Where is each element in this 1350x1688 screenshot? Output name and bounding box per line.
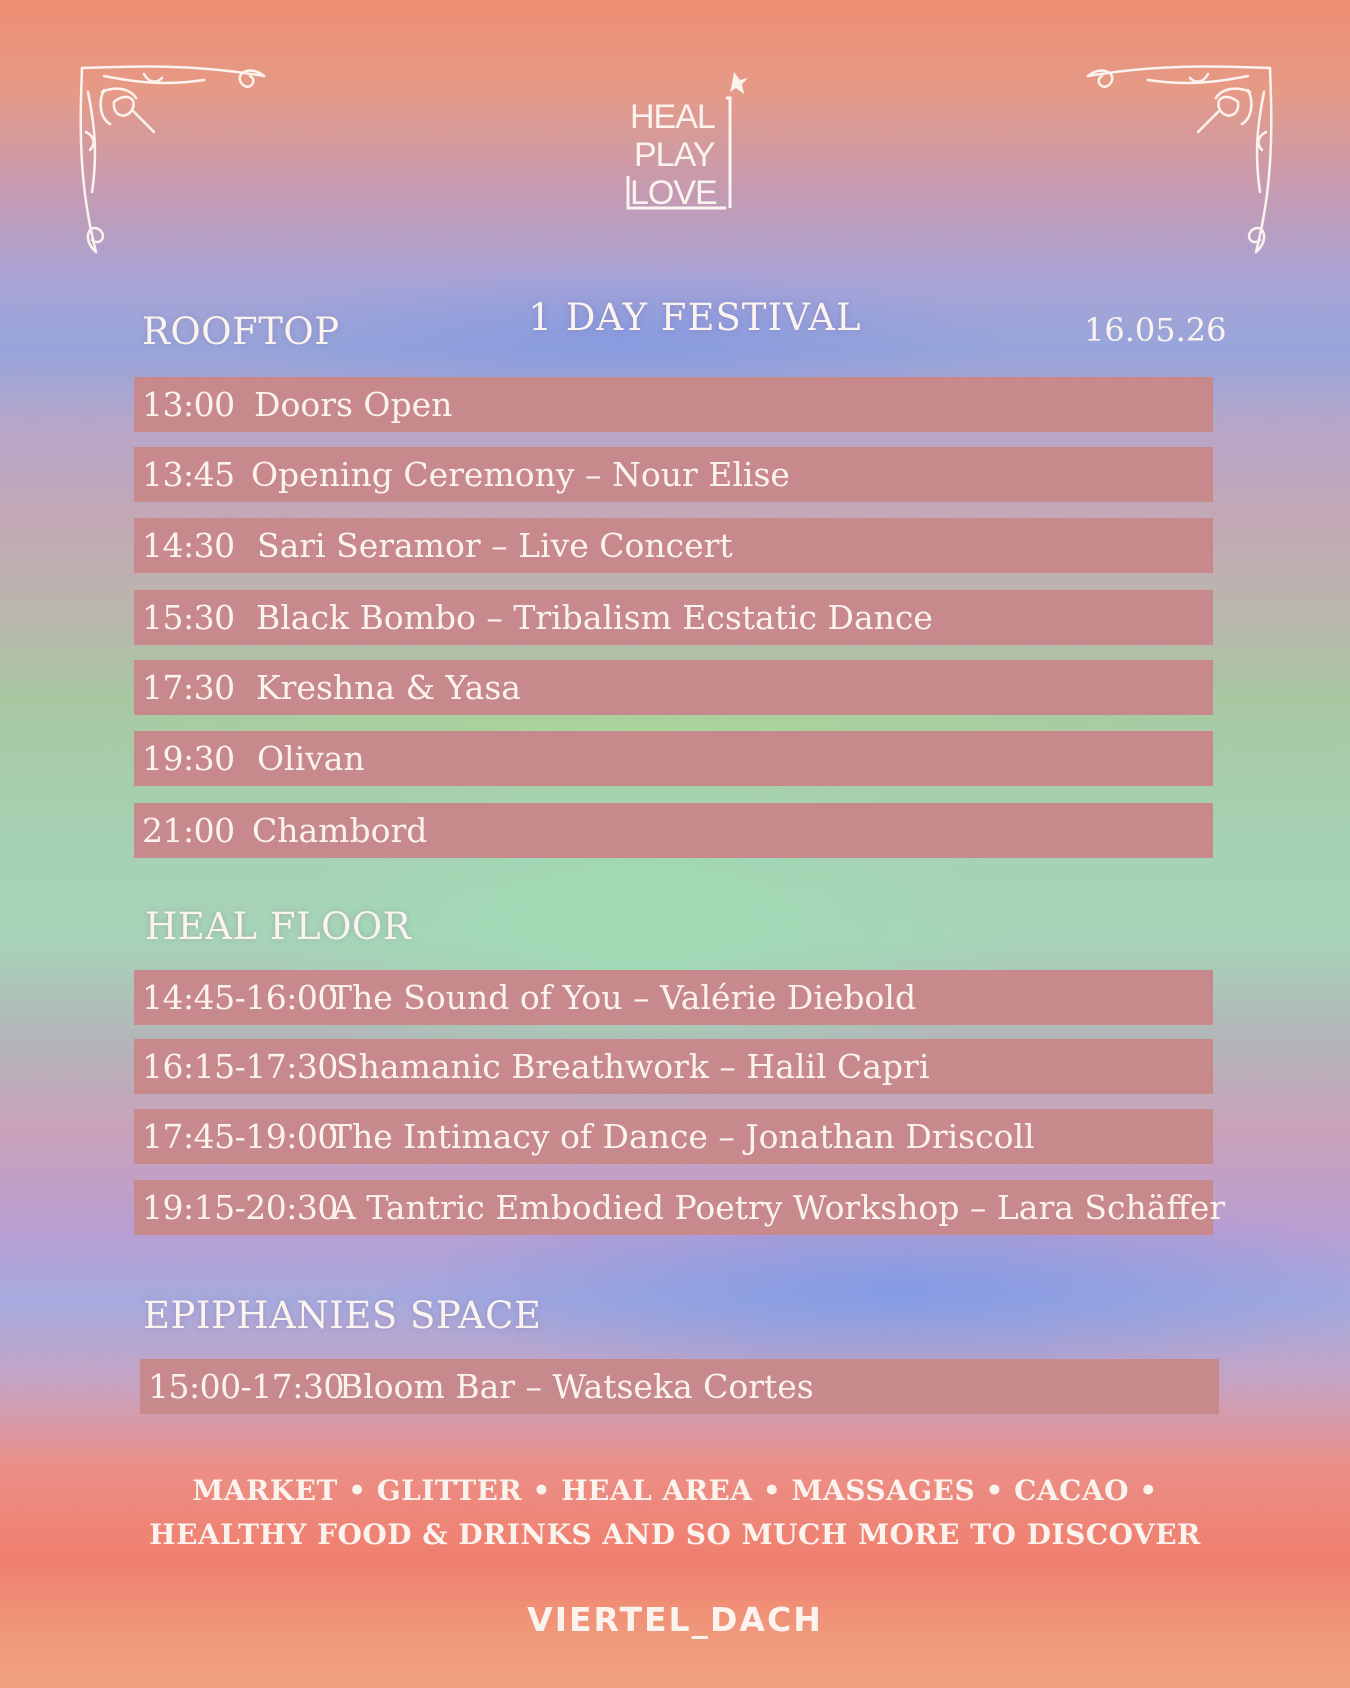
- section-title-rooftop: ROOFTOP: [142, 310, 340, 353]
- row-time: 15:00-17:30: [148, 1367, 344, 1406]
- corner-ornament-left: [74, 62, 274, 262]
- section-title-heal-floor: HEAL FLOOR: [145, 905, 412, 948]
- row-act: Black Bombo – Tribalism Ecstatic Dance: [256, 598, 933, 637]
- svg-text:PLAY: PLAY: [634, 136, 715, 174]
- row-act: Doors Open: [254, 385, 453, 424]
- row-act: Sari Seramor – Live Concert: [257, 526, 733, 565]
- schedule-row: [134, 518, 1213, 573]
- festival-title: 1 DAY FESTIVAL: [528, 296, 862, 339]
- schedule-row: [134, 731, 1213, 786]
- schedule-row: [134, 1180, 1226, 1235]
- row-time: 13:00: [142, 385, 235, 424]
- festival-date: 16.05.26: [1084, 311, 1227, 349]
- schedule-row: [140, 1359, 1219, 1414]
- features-line-1: MARKET • GLITTER • HEAL AREA • MASSAGES • CACAO •: [192, 1474, 1158, 1507]
- row-time: 14:30: [142, 526, 235, 565]
- row-act: Bloom Bar – Watseka Cortes: [339, 1367, 814, 1406]
- corner-ornament-right: [1078, 62, 1278, 262]
- row-act: Shamanic Breathwork – Halil Capri: [336, 1047, 930, 1086]
- row-act: Opening Ceremony – Nour Elise: [251, 455, 790, 494]
- row-time: 17:45-19:00: [142, 1117, 338, 1156]
- row-act: Chambord: [252, 811, 428, 850]
- schedule-row: [134, 1109, 1213, 1164]
- row-act: The Sound of You – Valérie Diebold: [330, 978, 917, 1017]
- schedule-row: [134, 447, 1213, 502]
- row-time: 19:15-20:30: [142, 1188, 338, 1227]
- row-act: A Tantric Embodied Poetry Workshop – Lara Schäffer: [332, 1188, 1226, 1227]
- schedule-row: [134, 1039, 1213, 1094]
- heal-play-love-logo: [626, 68, 756, 218]
- features-line-2: HEALTHY FOOD & DRINKS AND SO MUCH MORE TO DISCOVER: [149, 1518, 1201, 1551]
- hummingbird-icon: [730, 72, 748, 94]
- svg-text:LOVE: LOVE: [630, 174, 717, 212]
- schedule-row: [134, 377, 1213, 432]
- schedule-row: [134, 970, 1213, 1025]
- row-act: Olivan: [257, 739, 365, 778]
- section-title-epiphanies-space: EPIPHANIES SPACE: [143, 1294, 542, 1337]
- schedule-row: [134, 803, 1213, 858]
- schedule-row: [134, 660, 1213, 715]
- row-act: Kreshna & Yasa: [256, 668, 521, 707]
- venue-handle: VIERTEL_DACH: [527, 1600, 823, 1639]
- row-act: The Intimacy of Dance – Jonathan Driscoll: [330, 1117, 1035, 1156]
- row-time: 19:30: [142, 739, 235, 778]
- row-time: 13:45: [142, 455, 235, 494]
- schedule-row: [134, 590, 1213, 645]
- row-time: 15:30: [142, 598, 235, 637]
- row-time: 16:15-17:30: [142, 1047, 338, 1086]
- row-time: 14:45-16:00: [142, 978, 338, 1017]
- row-time: 21:00: [142, 811, 235, 850]
- svg-text:HEAL: HEAL: [630, 98, 715, 136]
- row-time: 17:30: [142, 668, 235, 707]
